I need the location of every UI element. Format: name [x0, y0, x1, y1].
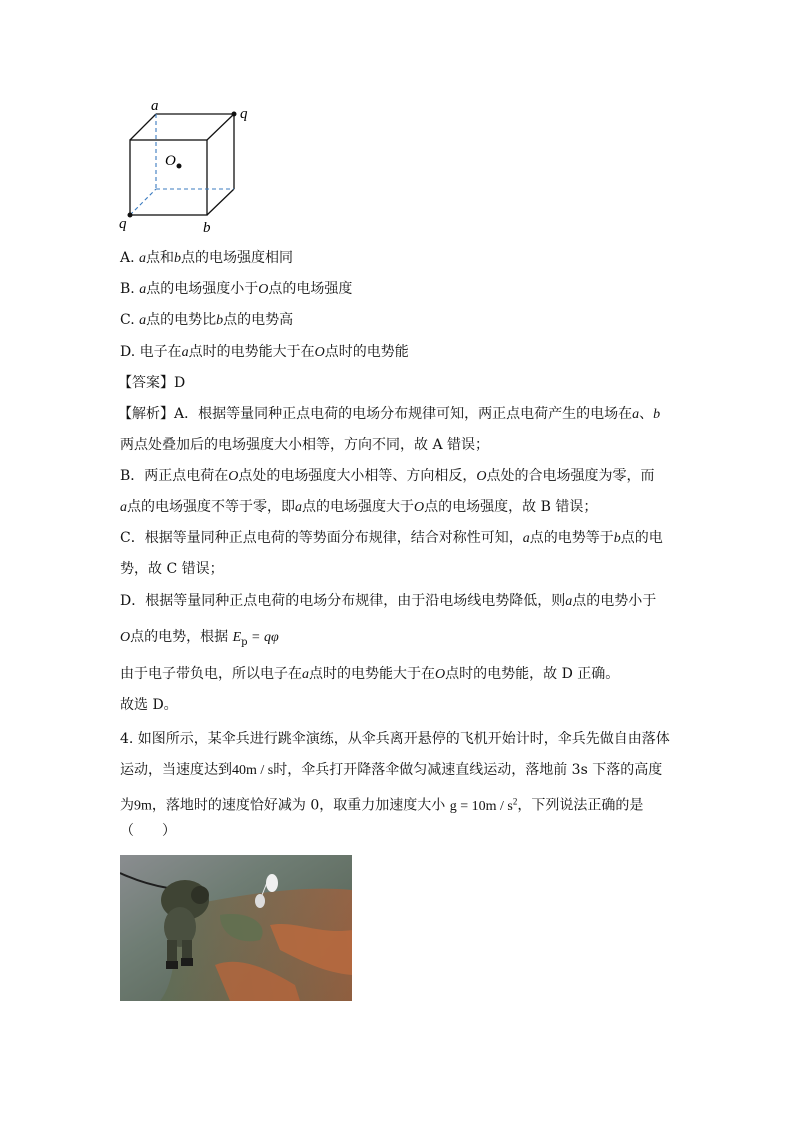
answer-line — [118, 373, 185, 393]
option-b: B. a点的电场强度小于O点的电场强度 — [120, 281, 353, 297]
center-point-o — [177, 164, 182, 169]
charge-point-bottom — [128, 213, 133, 218]
analysis-line-3: B．两正点电荷在O点处的电场强度大小相等、方向相反，O点处的合电场强度为零，而 — [120, 468, 655, 484]
analysis-line-7: D．根据等量同种正点电荷的电场分布规律，由于沿电场线电势降低，则a点的电势小于 — [120, 593, 657, 609]
analysis-line-9: 由于电子带负电，所以电子在a点时的电势能大于在O点时的电势能，故 D 正确。 — [120, 666, 620, 682]
energy-formula: $E_p = q\varphi$ — [232, 630, 279, 648]
option-c: C. a点的电势比b点的电势高 — [120, 312, 294, 328]
analysis-tag: 【解析】 — [118, 406, 174, 422]
gravity-value: $g = 10m / s^2$ — [449, 796, 518, 814]
analysis-line-5: C．根据等量同种正点电荷的等势面分布规律，结合对称性可知，a点的电势等于b点的电 — [120, 530, 663, 546]
label-a: a — [151, 98, 159, 114]
question4-line-3: 为9m，落地时的速度恰好减为 0，取重力加速度大小 $g = 10m / s^2$，下列说法正确的是 — [120, 796, 644, 814]
question4-line-4: （ ） — [120, 823, 176, 839]
question4-line-1: 4. 如图所示，某伞兵进行跳伞演练，从伞兵离开悬停的飞机开始计时，伞兵先做自由落体 — [120, 731, 670, 747]
label-q-top: q — [240, 106, 248, 122]
analysis-line-8: O点的电势，根据 $E_p = q\varphi$ — [120, 629, 279, 648]
cube-edge-bottom-right — [207, 189, 234, 215]
cube-hidden-edge-diagonal — [130, 189, 156, 215]
label-q-bottom: q — [119, 216, 127, 232]
option-a: A. a点和b点的电场强度相同 — [120, 250, 294, 266]
analysis-line-10: 故选 D。 — [120, 697, 178, 713]
answer-value: D — [174, 375, 186, 391]
cube-edge-top-left — [130, 114, 156, 140]
charge-point-top — [232, 112, 237, 117]
analysis-line-6: 势，故 C 错误； — [120, 561, 224, 577]
label-b: b — [203, 220, 211, 236]
answer-tag: 【答案】 — [118, 375, 174, 391]
option-d: D. 电子在a点时的电势能大于在O点时的电势能 — [120, 344, 409, 360]
cube-figure — [110, 95, 260, 240]
analysis-line-1: 【解析】A．根据等量同种正点电荷的电场分布规律可知，两正点电荷产生的电场在a、b — [118, 406, 661, 422]
paratrooper-photo — [120, 855, 352, 1001]
cube-edge-top-right — [207, 114, 234, 140]
label-o: O — [165, 153, 176, 169]
analysis-line-4: a点的电场强度不等于零，即a点的电场强度大于O点的电场强度，故 B 错误； — [120, 499, 598, 515]
question4-line-2: 运动，当速度达到40m / s时，伞兵打开降落伞做匀减速直线运动，落地前 3s 下落的高度 — [120, 762, 663, 778]
analysis-line-2: 两点处叠加后的电场强度大小相等，方向不同，故 A 错误； — [120, 437, 490, 453]
